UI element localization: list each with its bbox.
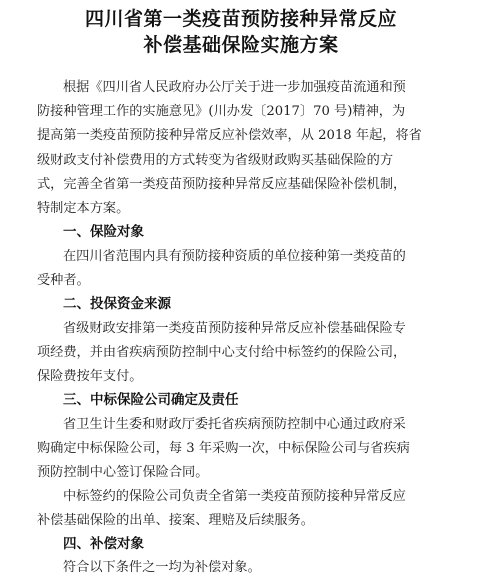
section-heading-insurer: 三、中标保险公司确定及责任	[63, 392, 239, 408]
intro-line: 级财政支付补偿费用的方式转变为省级财政购买基础保险的方	[37, 153, 394, 168]
intro-line: 式，完善全省第一类疫苗预防接种异常反应基础保险补偿机制，	[37, 177, 407, 192]
section-heading-compensation: 四、补偿对象	[63, 536, 144, 552]
section-line: 在四川省范围内具有预防接种资质的单位接种第一类疫苗的	[63, 249, 406, 264]
section-line: 项经费，并由省疾病预防控制中心支付给中标签约的保险公司，	[37, 345, 407, 360]
section-line: 受种者。	[37, 273, 90, 288]
intro-line: 根据《四川省人民政府办公厅关于进一步加强疫苗流通和预	[63, 80, 406, 95]
section-line: 购确定中标保险公司，每 3 年采购一次，中标保险公司与省疾病	[37, 441, 410, 456]
section-line: 中标签约的保险公司负责全省第一类疫苗预防接种异常反应	[63, 489, 406, 504]
section-line: 预防控制中心签订保险合同。	[37, 465, 209, 480]
section-line: 补偿基础保险的出单、接案、理赔及后续服务。	[37, 513, 314, 528]
document-title-line-2: 补偿基础保险实施方案	[143, 34, 339, 56]
section-heading-funding: 二、投保资金来源	[63, 296, 171, 312]
section-line: 省级财政安排第一类疫苗预防接种异常反应补偿基础保险专	[63, 321, 406, 336]
section-line: 符合以下条件之一均为补偿对象。	[63, 560, 261, 575]
section-line: 保险费按年支付。	[37, 369, 143, 384]
section-heading-insured: 一、保险对象	[63, 224, 144, 240]
document-title-line-1: 四川省第一类疫苗预防接种异常反应	[84, 8, 397, 30]
intro-line: 特制定本方案。	[37, 201, 130, 216]
section-line: 省卫生计生委和财政厅委托省疾病预防控制中心通过政府采	[63, 417, 406, 432]
intro-line: 防接种管理工作的实施意见》(川办发〔2017〕70 号)精神，为	[37, 104, 406, 119]
intro-line: 提高第一类疫苗预防接种异常反应补偿效率，从 2018 年起，将省	[37, 128, 422, 143]
